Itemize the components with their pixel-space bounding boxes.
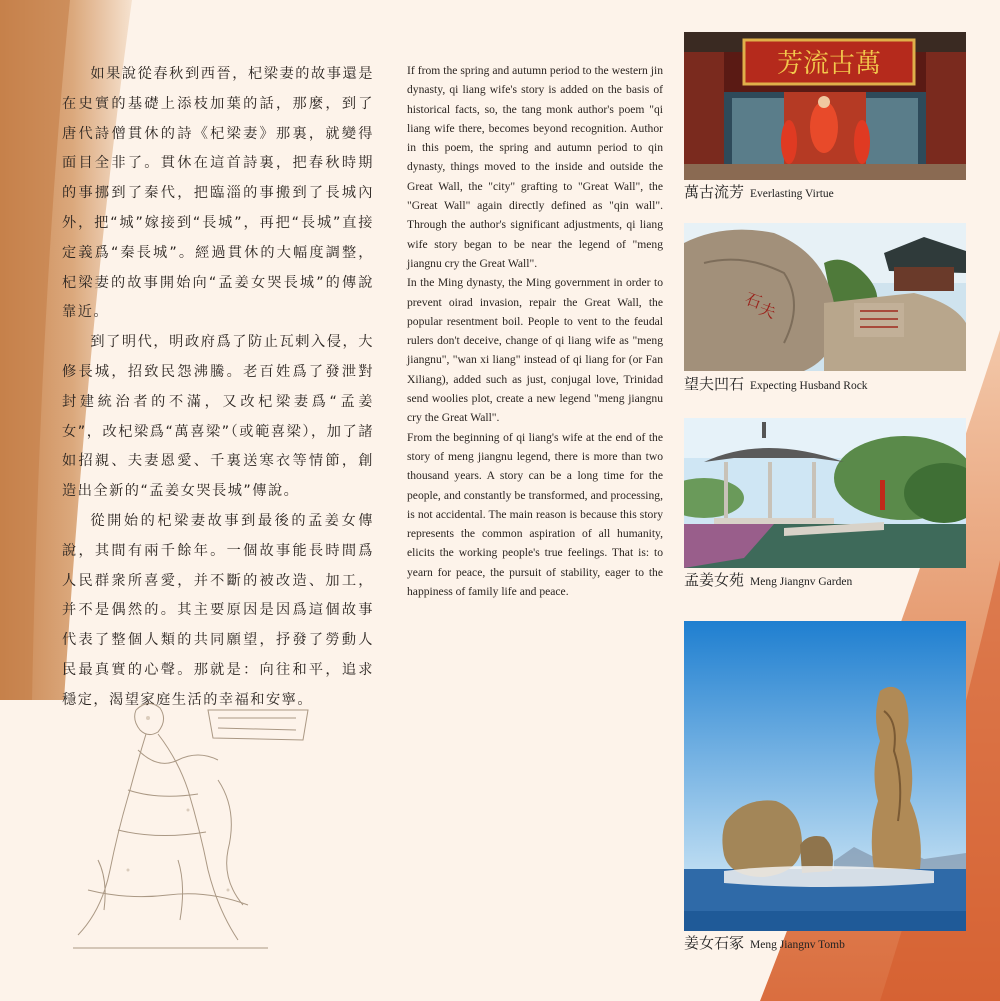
chinese-text-column (62, 60, 374, 716)
photo-expecting-husband-rock (684, 223, 966, 371)
svg-text:石: 石 (742, 288, 765, 313)
meng-jiangnv-sketch-illustration (68, 690, 318, 955)
caption-cn: 萬古流芳 (684, 185, 745, 201)
caption-cn: 姜女石冢 (684, 936, 745, 952)
english-text-column (407, 61, 663, 601)
caption-en: Expecting Husband Rock (750, 380, 868, 392)
caption-en: Everlasting Virtue (750, 188, 834, 200)
chinese-paragraph: 從開始的杞梁妻故事到最後的孟姜女傳說，其間有兩千餘年。一個故事能長時間爲人民群衆所喜愛，并不斷的被改造、加工，并不是偶然的。其主要原因是因爲這個故事代表了整個人類的共同願望，抒發了勞動人民最真實的心聲。那就是：向往和平，追求穩定，渴望家庭生活的幸福和安寧。 (62, 512, 374, 708)
caption-meng-jiangnv-garden (684, 569, 984, 590)
chinese-paragraph: 到了明代，明政府爲了防止瓦剌入侵，大修長城，招致民怨沸騰。老百姓爲了發泄對封建統治者的不滿，又改杞梁妻爲“孟姜女”，改杞梁爲“萬喜梁”（或範喜梁），加了諸如招親、夫妻恩愛、千裏送寒衣等情節，創造出全新的“孟姜女哭長城”傳說。 (62, 334, 374, 500)
temple-plaque-text: 芳流古萬 (776, 49, 882, 79)
caption-cn: 望夫凹石 (684, 377, 745, 393)
english-paragraph: From the beginning of qi liang's wife at the end of the story of meng jiangnu legend, there is more than two thousand years. A story can be a long time for the people, and constantly be transformed, and processing, is not accidental. The main reason is because this story represents the common aspiration of all humanity, elicits the working people's true feelings. That is: to yearn for peace, the pursuit of stability, eager to the happiness of family life and peace. (407, 430, 663, 599)
caption-en: Meng Jiangnv Tomb (750, 939, 845, 951)
svg-text:夫: 夫 (756, 298, 779, 323)
caption-everlasting-virtue (684, 181, 984, 202)
caption-cn: 孟姜女苑 (684, 573, 745, 589)
english-paragraph: If from the spring and autumn period to the western jin dynasty, qi liang wife's story is added on the basis of historical facts, so, the tang monk author's poem "qi liang wife there, becomes beyond recognition. Author in this poem, the spring and autumn period to qin dynasty, things moved to the inside and outside the Great Wall, the "city" grafting to "Great Wall", the "Great Wall" again directly defined as "qin wall". Through the author's significant adjustments, qi liang wife story began to be near the legend of "meng jiangnu cry the Great Wall". (407, 64, 663, 270)
english-paragraph: In the Ming dynasty, the Ming government in order to prevent oirad invasion, repair the Great Wall, the popular resentment boil. People to vent to the feudal rulers don't deceive, change of qi liang wife as "meng jiangnu", "wan xi liang" instead of qi liang for (or Fan Xiliang), added such as just, conjugal love, Trinidad send woolies plot, create a new legend "meng jiangnu cry the Great Wall". (407, 276, 663, 425)
photo-meng-jiangnv-garden (684, 418, 966, 568)
caption-en: Meng Jiangnv Garden (750, 576, 853, 588)
photo-everlasting-virtue-temple (684, 32, 966, 180)
chinese-paragraph: 如果說從春秋到西晉，杞梁妻的故事還是在史實的基礎上添枝加葉的話，那麼，到了唐代詩僧貫休的詩《杞梁妻》那裏，就變得面目全非了。貫休在這首詩裏，把春秋時期的事挪到了秦代，把臨淄的事搬到了長城內外，把“城”嫁接到“長城”，再把“長城”直接定義爲“秦長城”。經過貫休的大幅度調整，杞梁妻的故事開始向“孟姜女哭長城”的傳說靠近。 (62, 66, 374, 321)
caption-meng-jiangnv-tomb (684, 932, 984, 953)
caption-expecting-husband-rock (684, 373, 984, 394)
photo-meng-jiangnv-tomb (684, 621, 966, 931)
